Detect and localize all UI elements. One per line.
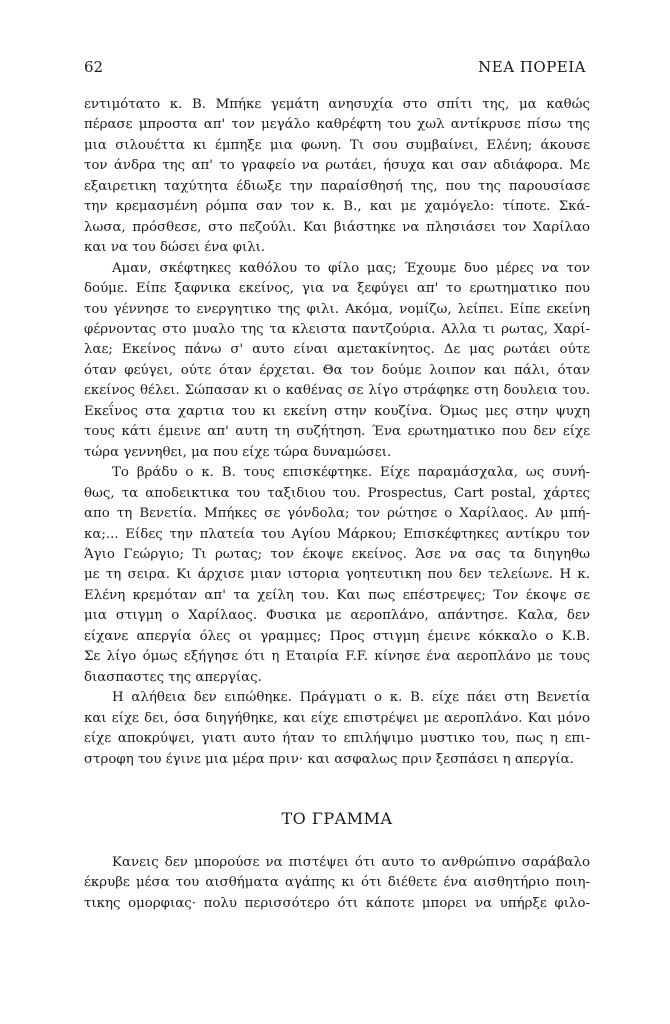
text-line: στροφη του έγινε μια μέρα πριν· και ασφαλως πριν ξεσπάσει η απεργία.	[84, 751, 574, 767]
text-line: μια στιγμη ο Χαρίλαος. Φυσικα με αεροπλάνο, απάντησε. Καλα, δεν	[84, 608, 590, 624]
text-line: τικης ομορφιας· πολυ περισσότερο ότι κάποτε μπορει να υπήρξε φιλο-	[84, 895, 590, 911]
text-line: πέρασε μπροστα απ' τον μεγάλο καθρέφτη του χωλ αντίκρυσε πίσω της	[84, 117, 590, 133]
text-line: Ελένη κρεμόταν απ' τα χείλη του. Και πως επέστρεψες; Τον έκοψε σε	[84, 587, 590, 603]
paragraph	[84, 95, 590, 259]
text-line: λωσα, πρόσθεσε, στο πεζούλι. Και βιάστηκε να πλησιάσει τον Χαρίλαο	[84, 219, 590, 235]
text-line: την κρεμασμένη ρόμπα σαν τον κ. Β., και με χαμόγελο: τίποτε. Σκά-	[84, 199, 590, 215]
text-line: Άγιο Γεώργιο; Τι ρωτας; τον έκοψε εκείνος. Άσε να σας τα διηγηθω	[84, 546, 590, 562]
text-line: όταν φεύγει, ούτε όταν έρχεται. Θα τον δούμε λοιπον και πάλι, όταν	[84, 362, 590, 378]
page-number: 62	[84, 58, 104, 76]
text-line: είχε αποκρύψει, γιατι αυτο ήταν το επιλήψιμο μυστικο του, πως η επι-	[84, 731, 590, 747]
text-line: Κανεις δεν μπορούσε να πιστέψει ότι αυτο το ανθρώπινο σαράβαλο	[112, 854, 590, 870]
text-line: έκρυβε μέσα του αισθήματα αγάπης κι ότι διέθετε ένα αισθητήριο ποιη-	[84, 875, 590, 891]
text-line: και να του δώσει ένα φιλι.	[84, 240, 266, 256]
text-line: τους κάτι έμεινε απ' αυτη τη συζήτηση. Ένα ερωτηματικο που δεν είχε	[84, 424, 590, 440]
text-line: με τη σειρα. Κι άρχισε μιαν ιστορια γοητευτικη που δεν τελείωνε. Η κ.	[84, 567, 590, 583]
running-title: ΝΕΑ ΠΟΡΕΙΑ	[478, 58, 586, 76]
paragraph	[84, 463, 590, 688]
paragraph	[84, 259, 590, 464]
text-line: Αμαν, σκέφτηκες καθόλου το φίλο μας; Έχουμε δυο μέρες να τον	[112, 260, 590, 276]
text-line: Σε λίγο όμως εξήγησε ότι η Εταιρία F.F. κίνησε ένα αεροπλάνο με τους	[84, 649, 590, 665]
text-line: λαε; Εκείνος πάνω σ' αυτο είναι αμετακίνητος. Δε μας ρωτάει ούτε	[84, 342, 590, 358]
text-line: τον άνδρα της απ' το γραφείο να ρωτάει, ήσυχα και σαν αδιάφορα. Με	[84, 158, 590, 174]
text-line: εξαιρετικη ταχύτητα έδιωξε την παραίσθησή της, που της παρουσίασε	[84, 178, 590, 194]
text-line: κα;... Είδες την πλατεία του Αγίου Μάρκου; Επισκέφτηκες αντίκρυ τον	[84, 526, 590, 542]
text-line: απο τη Βενετία. Μπήκες σε γόνδολα; τον ρώτησε ο Χαρίλαος. Αν μπή-	[84, 506, 590, 522]
text-line: Η αλήθεια δεν ειπώθηκε. Πράγματι ο κ. Β. είχε πάει στη Βενετία	[112, 690, 590, 706]
page-header	[84, 58, 586, 80]
text-line: Το βράδυ ο κ. Β. τους επισκέφτηκε. Είχε παραμάσχαλα, ως συνή-	[112, 465, 590, 481]
text-line: Εκεΐνος στα χαρτια του κι εκείνη στην κουζίνα. Όμως μες στην ψυχη	[84, 403, 590, 419]
text-line: εντιμότατο κ. Β. Μπήκε γεμάτη ανησυχία στο σπίτι της, μα καθώς	[84, 97, 590, 112]
text-line: δούμε. Είπε ξαφνικα εκείνος, για να ξεφύγει απ' το ερωτηματικο που	[84, 281, 590, 297]
text-line: διασπαστες της απεργίας.	[84, 669, 262, 685]
text-line: εκείνος θέλει. Σώπασαν κι ο καθένας σε λίγο στράφηκε στη δουλεια του.	[84, 383, 590, 399]
text-line: και είχε δει, όσα διηγήθηκε, και είχε επιστρέψει με αεροπλάνο. Και μόνο	[84, 710, 590, 726]
section-heading: ΤΟ ΓΡΑΜΜΑ	[281, 808, 393, 828]
body-text	[84, 95, 590, 914]
text-line: μια σιλουέττα κι έμπηξε μια φωνη. Τι σου συμβαίνει, Ελένη; άκουσε	[84, 137, 590, 153]
text-line: φέρνοντας στο μυαλο της τα κλειστα παντζούρια. Αλλα τι ρωτας, Χαρί-	[84, 321, 590, 337]
text-line: θως, τα αποδεικτικα του ταξιδιου του. Prospectus, Cart postal, χάρτες	[84, 485, 590, 501]
text-line: είχανε απεργία όλες οι γραμμες; Προς στιγμη έμεινε κόκκαλο ο Κ.Β.	[84, 628, 590, 644]
text-line: τώρα γεννηθει, μα που είχε τώρα δυναμώσει.	[84, 444, 392, 460]
paragraph	[84, 688, 590, 770]
text-line: του γέννησε το ενεργητικο της φιλι. Ακόμα, νομίζω, λείπει. Είπε εκείνη	[84, 301, 590, 317]
paragraph	[84, 853, 590, 914]
